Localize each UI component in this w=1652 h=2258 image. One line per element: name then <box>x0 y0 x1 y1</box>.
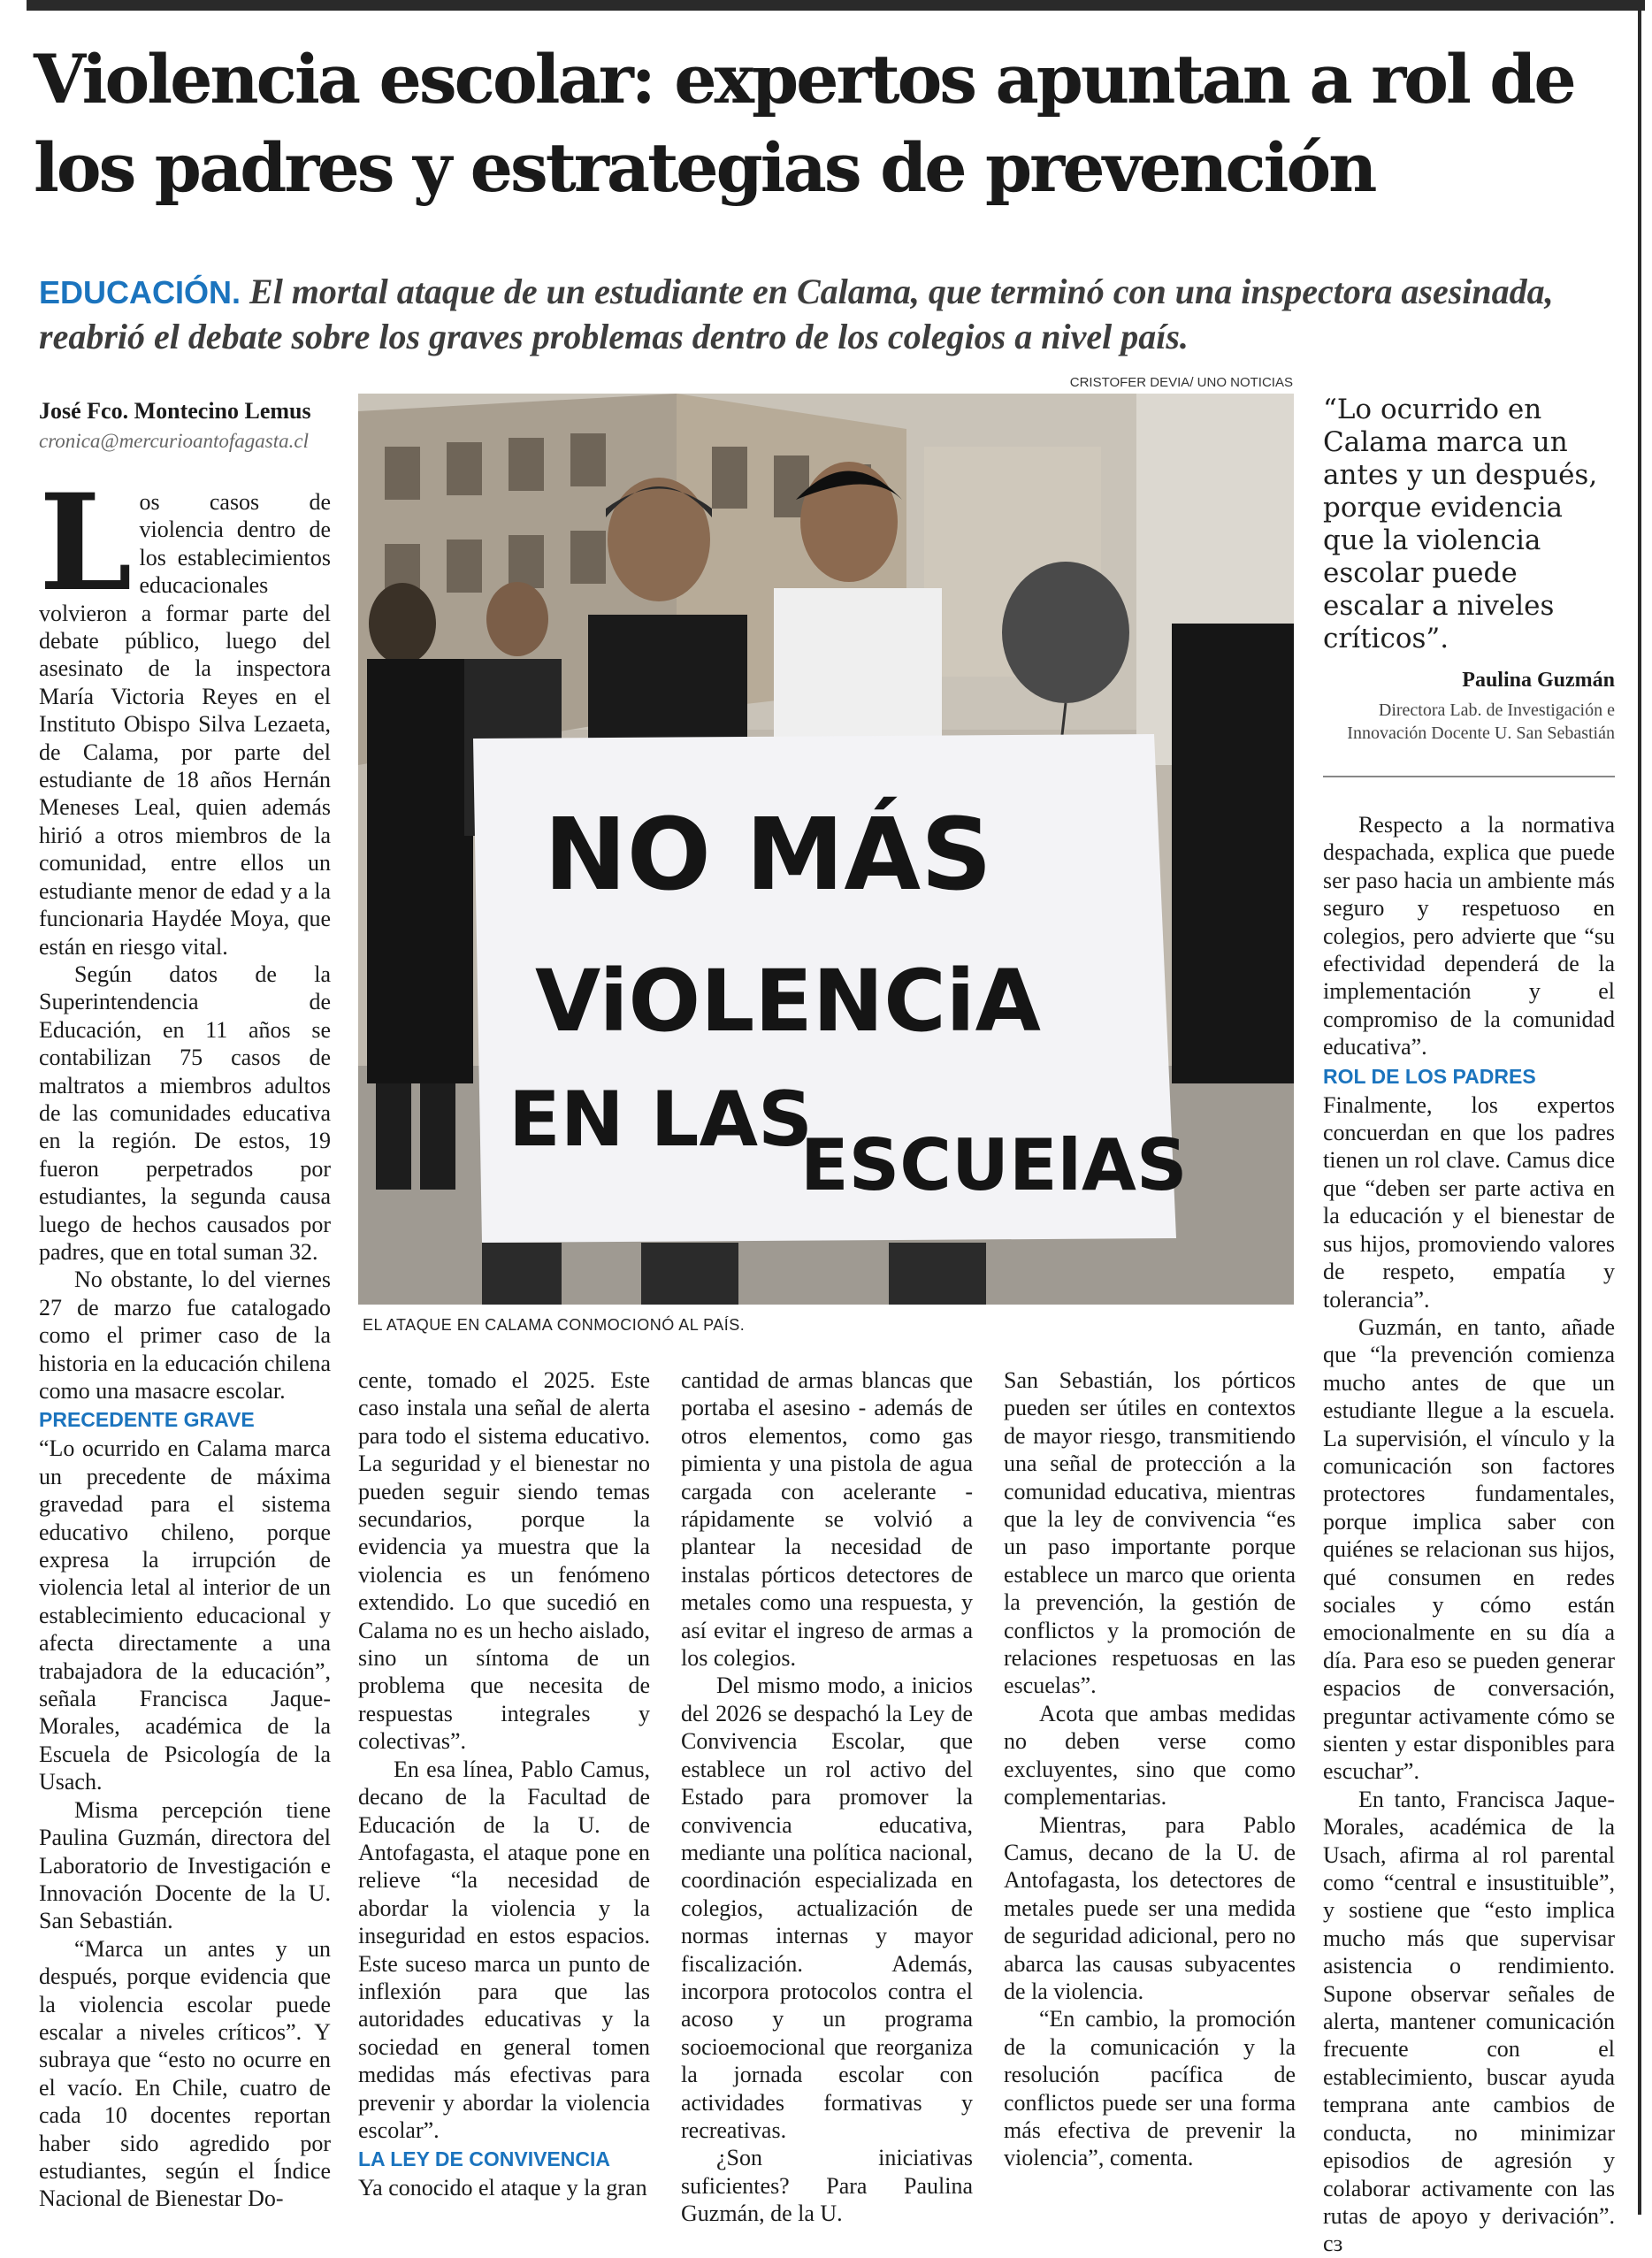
pull-quote-divider <box>1323 776 1615 777</box>
paragraph: No obstante, lo del viernes 27 de marzo fue catalogado como el primer caso de la historia en la educación chilena como una masacre escolar. <box>39 1267 331 1404</box>
dek-text: El mortal ataque de un estudiante en Calama, que terminó con una inspectora asesinada, reabrió el debate sobre los graves problemas dentro de los colegios a nivel país. <box>39 272 1554 356</box>
subhead-ley-convivencia: LA LEY DE CONVIVENCIA <box>358 2147 610 2171</box>
section-label: EDUCACIÓN. <box>39 274 241 310</box>
paragraph: Respecto a la normativa despachada, explica que puede ser paso hacia un ambiente más seguro y respetuoso en colegios, pero advierte que “su efectividad dependerá de la implementación y el compromiso de la comunidad educativa”. <box>1323 812 1615 1060</box>
end-mark: cɜ <box>1323 2231 1343 2257</box>
paragraph: Acota que ambas medidas no deben verse como excluyentes, sino que como complementarias. <box>1004 1700 1296 1810</box>
column-5 <box>1323 811 1615 2258</box>
protest-photo-illustration <box>358 394 1294 1305</box>
sign-line-3: EN LAS <box>509 1075 813 1164</box>
article-dek <box>39 270 1622 359</box>
article-headline: Violencia escolar: expertos apuntan a rol de los padres y estrategias de prevención <box>34 40 1574 207</box>
paragraph: “En cambio, la promoción de la comunicación y la resolución pacífica de conflictos puede ser una forma más efectiva de prevenir la violencia”, comenta. <box>1004 2006 1296 2171</box>
photo-caption: EL ATAQUE EN CALAMA CONMOCIONÓ AL PAÍS. <box>363 1316 746 1334</box>
sign-line-2: ViOLENCiA <box>535 952 1041 1051</box>
column-3 <box>681 1366 973 2228</box>
right-border-rule <box>1638 0 1641 2215</box>
top-rule <box>27 0 1645 11</box>
sign-line-1: NO MÁS <box>544 798 992 913</box>
pull-quote: “Lo ocurrido en Calama marca un antes y un después, porque evidencia que la violencia escolar puede escalar a niveles críticos”. <box>1323 394 1598 654</box>
paragraph: Ya conocido el ataque y la gran <box>358 2175 647 2201</box>
subhead-precedente: PRECEDENTE GRAVE <box>39 1408 255 1432</box>
drop-cap: L <box>39 465 133 621</box>
pull-quote-role: Directora Lab. de Investigación e Innovación Docente U. San Sebastián <box>1347 700 1615 743</box>
paragraph: Finalmente, los expertos concuerdan en que los padres tienen un rol clave. Camus dice que “deben ser parte activa en la educación y el bienestar de sus hijos, promoviendo valores de respeto, empatía y tolerancia”. <box>1323 1091 1615 1313</box>
paragraph: Según datos de la Superintendencia de Educación, en 11 años se contabilizan 75 casos de maltratos a miembros adultos de las comunidades educativa en la región. De estos, 19 fueron perpetrados por estudiantes, la segunda causa luego de hechos causados por padres, que en total suman 32. <box>39 961 331 1265</box>
paragraph: cantidad de armas blancas que portaba el asesino - además de otros elementos, como gas pimienta y una pistola de agua cargada con acelerante - rápidamente se volvió a plantear la necesidad de instalas pórticos detectores de metales como una respuesta, y así evitar el ingreso de armas a los colegios. <box>681 1367 973 1672</box>
paragraph: ¿Son iniciativas suficientes? Para Paulina Guzmán, de la U. <box>681 2145 973 2227</box>
paragraph <box>1323 1786 1615 2258</box>
paragraph: Mientras, para Pablo Camus, decano de la U. de Antofagasta, los detectores de metales puede ser una medida de seguridad adicional, pero no abarca las causas subyacentes de la violencia. <box>1004 1811 1296 2004</box>
paragraph: “Marca un antes y un después, porque evidencia que la violencia escolar puede escalar a niveles críticos”. Y subraya que “esto no ocurre en el vacío. En Chile, cuatro de cada 10 docentes reportan haber sido agredido por estudiantes, según el Índice Nacional de Bienestar Do- <box>39 1935 331 2212</box>
pull-quote-name: Paulina Guzmán <box>1462 669 1615 692</box>
paragraph: cente, tomado el 2025. Este caso instala una señal de alerta para todo el sistema educativo. La seguridad y el bienestar no pueden seguir siendo temas secundarios, porque la evidencia ya muestra que la violencia es un fenómeno extendido. Lo que sucedió en Calama no es un hecho aislado, sino un síntoma de un problema que necesita de respuestas integrales y colectivas”. <box>358 1367 650 1755</box>
paragraph: os casos de violencia dentro de los establecimientos educacionales volvieron a formar parte del debate público, luego del asesinato de la inspectora María Victoria Reyes en el Instituto Obispo Silva Lezaeta, de Calama, por parte del estudiante de 18 años Hernán Meneses Leal, quien además hirió a otros miembros de la comunidad, entre ellos un estudiante menor de edad y a la funcionaria Haydée Moya, que están en riesgo vital. <box>39 489 331 960</box>
protest-photo <box>358 394 1294 1305</box>
sign-line-4: ESCUElAS <box>800 1124 1188 1206</box>
subhead-rol-padres: ROL DE LOS PADRES <box>1323 1064 1536 1088</box>
paragraph: Guzmán, en tanto, añade que “la prevención comienza mucho antes de que un estudiante llegue a la escuela. La supervisión, el vínculo y la comunicación son factores protectores fundamentales, porque implica saber con quiénes se relacionan sus hijos, qué consumen en redes sociales y cómo están emocionalmente en su día a día. Para eso se pueden generar espacios de conversación, preguntar activamente cómo se sienten y estar disponibles para escuchar”. <box>1323 1313 1615 1785</box>
column-4 <box>1004 1366 1296 2172</box>
author-byline: José Fco. Montecino Lemus <box>39 398 311 424</box>
column-2 <box>358 1366 650 2202</box>
paragraph: “Lo ocurrido en Calama marca un precedente de máxima gravedad para el sistema educativo chileno, porque expresa la irrupción de violencia letal al interior de un establecimiento educacional y afecta directamente a una trabajadora de la educación”, señala Francisca Jaque-Morales, académica de la Escuela de Psicología de la Usach. <box>39 1435 331 1795</box>
paragraph: Del mismo modo, a inicios del 2026 se despachó la Ley de Convivencia Escolar, que establece un rol activo del Estado para promover la convivencia educativa, mediante una política nacional, coordinación especializada en colegios, actualización de normas internas y mayor fiscalización. Además, incorpora protocolos contra el acoso y un programa socioemocional que reorganiza la jornada escolar con actividades formativas y recreativas. <box>681 1672 973 2143</box>
author-email: cronica@mercurioantofagasta.cl <box>39 430 309 452</box>
paragraph-text: En tanto, Francisca Jaque-Morales, académica de la Usach, afirma al rol parental como “central e insustituible”, y sostiene que “esto implica mucho más que supervisar asistencia o rendimiento. Supone observar señales de alerta, mantener comunicación frecuente con el establecimiento, buscar ayuda temprana ante cambios de conducta, no minimizar episodios de agresión y colaborar activamente con las rutas de apoyo y derivación”. <box>1323 1786 1615 2229</box>
column-1 <box>39 465 331 2213</box>
paragraph: San Sebastián, los pórticos pueden ser útiles en contextos de mayor riesgo, transmitiendo una señal de protección a la comunidad educativa, mientras que la ley de convivencia “es un paso importante porque establece un marco que orienta la prevención, la gestión de conflictos y la promoción de relaciones respetuosas en las escuelas”. <box>1004 1367 1296 1699</box>
photo-credit: CRISTOFER DEVIA/ UNO NOTICIAS <box>1069 375 1293 390</box>
paragraph: En esa línea, Pablo Camus, decano de la Facultad de Educación de la U. de Antofagasta, el ataque pone en relieve “la necesidad de abordar la violencia y la inseguridad en estos espacios. Este suceso marca un punto de inflexión para que las autoridades educativas y la sociedad en general tomen medidas más efectivas para prevenir y abordar la violencia escolar”. <box>358 1756 650 2143</box>
paragraph: Misma percepción tiene Paulina Guzmán, directora del Laboratorio de Investigación e Innovación Docente de la U. San Sebastián. <box>39 1796 331 1934</box>
